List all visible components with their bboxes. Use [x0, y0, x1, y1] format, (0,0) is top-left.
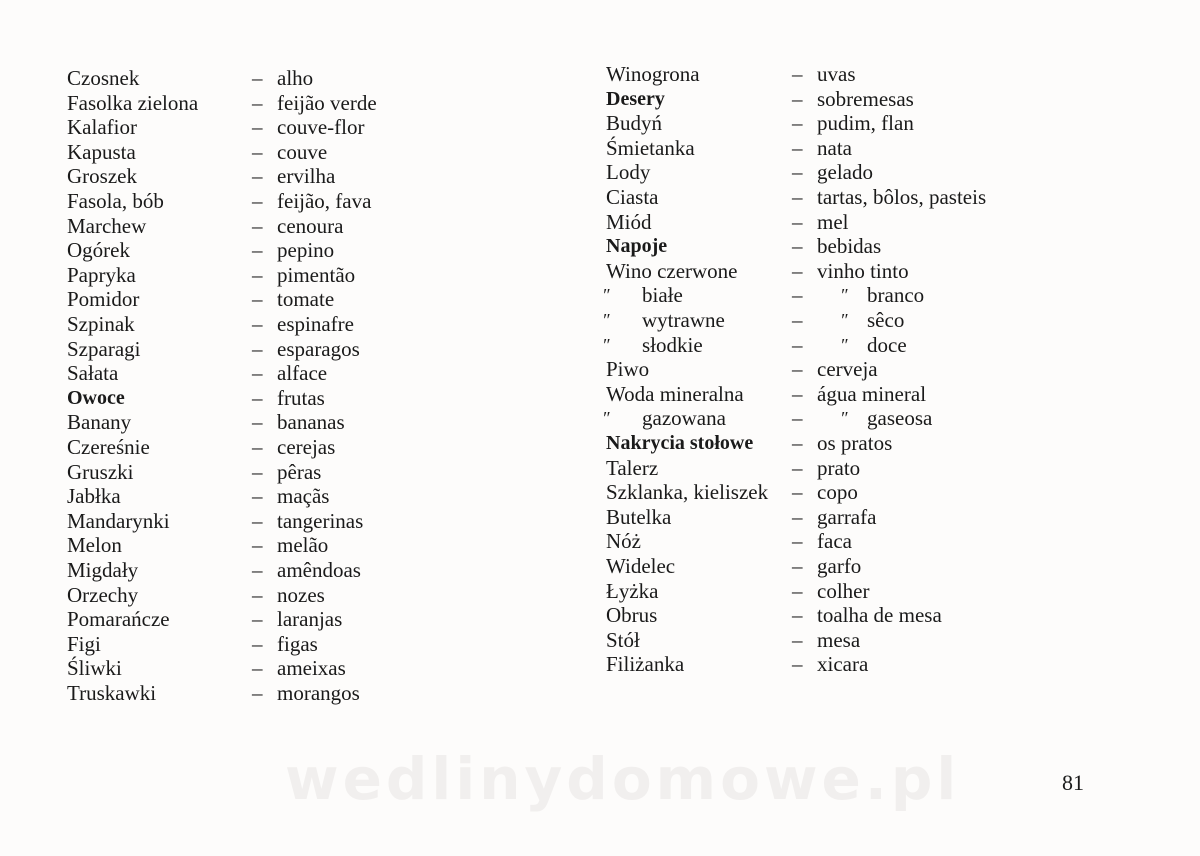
portuguese-translation: tartas, bôlos, pasteis	[817, 185, 987, 209]
ditto-mark: ″	[602, 285, 610, 306]
polish-term: Jabłka	[67, 484, 121, 509]
dash-separator: –	[792, 160, 803, 185]
portuguese-translation: maçãs	[277, 484, 330, 509]
polish-term: Fasola, bób	[67, 189, 164, 213]
portuguese-translation: gelado	[817, 160, 873, 185]
dash-separator: –	[792, 283, 803, 308]
polish-term: Migdały	[67, 558, 139, 582]
dash-separator: –	[252, 508, 263, 533]
polish-term: Widelec	[606, 554, 676, 578]
polish-term: Stół	[606, 627, 640, 652]
ditto-mark: ″	[840, 310, 848, 330]
portuguese-translation: nata	[817, 135, 852, 160]
polish-term: Obrus	[606, 603, 658, 628]
dash-separator: –	[252, 262, 263, 287]
dash-separator: –	[252, 213, 263, 238]
dash-separator: –	[252, 435, 263, 459]
polish-term: Kalafior	[67, 115, 137, 140]
polish-term: Łyżka	[606, 578, 659, 603]
ditto-mark: ″	[602, 408, 610, 429]
ditto-mark: ″	[840, 334, 848, 355]
portuguese-translation: nozes	[277, 582, 325, 607]
portuguese-translation: tomate	[277, 287, 335, 312]
portuguese-translation: sobremesas	[817, 86, 914, 111]
dash-separator: –	[252, 656, 263, 681]
polish-term: Pomidor	[67, 287, 140, 312]
polish-term: Sałata	[67, 361, 119, 386]
dash-separator: –	[252, 582, 263, 607]
polish-term: słodkie	[642, 332, 703, 357]
polish-term: Śliwki	[67, 656, 122, 681]
dash-separator: –	[792, 209, 803, 234]
polish-term: Czereśnie	[67, 435, 150, 459]
polish-term: Miód	[606, 209, 652, 234]
dash-separator: –	[252, 312, 263, 336]
portuguese-translation: faca	[817, 529, 852, 554]
dash-separator: –	[792, 431, 803, 455]
dash-separator: –	[792, 135, 803, 160]
dash-separator: –	[792, 111, 803, 136]
dash-separator: –	[792, 529, 803, 554]
portuguese-translation: copo	[817, 480, 858, 505]
polish-term: Groszek	[67, 164, 137, 189]
portuguese-translation: garrafa	[817, 504, 877, 529]
portuguese-translation: ameixas	[277, 656, 346, 681]
polish-term: Nakrycia stołowe	[606, 432, 754, 454]
polish-term: Budyń	[606, 111, 663, 136]
portuguese-translation: mel	[817, 209, 849, 234]
dash-separator: –	[792, 357, 803, 382]
portuguese-translation: frutas	[277, 385, 325, 410]
dash-separator: –	[252, 607, 263, 632]
portuguese-translation: vinho tinto	[817, 258, 909, 283]
polish-term: Wino czerwone	[606, 258, 738, 283]
dash-separator: –	[252, 385, 263, 410]
portuguese-translation: amêndoas	[277, 558, 361, 582]
dash-separator: –	[252, 484, 263, 509]
dash-separator: –	[252, 189, 263, 213]
portuguese-translation: feijão, fava	[277, 189, 372, 213]
polish-term: Winogrona	[606, 62, 700, 86]
dash-separator: –	[252, 336, 263, 361]
dash-separator: –	[792, 332, 803, 357]
portuguese-translation: tangerinas	[277, 508, 364, 533]
polish-term: Szpinak	[67, 312, 135, 336]
ditto-mark: ″	[840, 285, 848, 306]
polish-term: Napoje	[606, 235, 668, 258]
dash-separator: –	[792, 603, 803, 628]
dash-separator: –	[792, 455, 803, 480]
portuguese-translation: garfo	[817, 554, 862, 578]
portuguese-translation: alface	[277, 361, 328, 386]
polish-term: Mandarynki	[67, 508, 170, 533]
polish-term: Czosnek	[67, 66, 140, 90]
polish-term: Talerz	[606, 455, 659, 480]
dash-separator: –	[252, 558, 263, 582]
dash-separator: –	[792, 480, 803, 505]
portuguese-translation: pepino	[277, 238, 335, 263]
dash-separator: –	[792, 504, 803, 529]
portuguese-translation: pêras	[277, 459, 322, 484]
dash-separator: –	[792, 381, 803, 406]
polish-term: Desery	[606, 87, 665, 110]
polish-term: Banany	[67, 410, 132, 435]
polish-term: Nóż	[606, 529, 641, 554]
ditto-mark: ″	[840, 408, 848, 429]
polish-term: Woda mineralna	[606, 381, 744, 406]
portuguese-translation: couve-flor	[277, 115, 365, 140]
portuguese-translation: pudim, flan	[817, 111, 914, 136]
portuguese-translation: os pratos	[817, 431, 893, 455]
dash-separator: –	[792, 258, 803, 283]
portuguese-translation: alho	[277, 66, 314, 90]
dash-separator: –	[252, 90, 263, 115]
ditto-mark: ″	[602, 334, 610, 355]
dash-separator: –	[792, 234, 803, 259]
portuguese-translation: branco	[867, 283, 925, 308]
portuguese-translation: laranjas	[277, 607, 343, 632]
dash-separator: –	[792, 86, 803, 111]
portuguese-translation: cerveja	[817, 357, 878, 382]
portuguese-translation: bananas	[277, 410, 345, 435]
polish-term: Melon	[67, 533, 122, 558]
portuguese-translation: cerejas	[277, 435, 336, 459]
polish-term: Orzechy	[67, 582, 139, 607]
dash-separator: –	[252, 361, 263, 386]
dash-separator: –	[252, 681, 263, 705]
polish-term: Truskawki	[67, 681, 157, 705]
polish-term: białe	[642, 283, 683, 308]
dash-separator: –	[252, 66, 263, 90]
dash-separator: –	[252, 115, 263, 140]
dash-separator: –	[792, 62, 803, 86]
portuguese-translation: colher	[817, 578, 870, 603]
portuguese-translation: gaseosa	[867, 406, 933, 431]
dash-separator: –	[252, 287, 263, 312]
polish-term: wytrawne	[642, 308, 725, 332]
portuguese-translation: mesa	[817, 627, 861, 652]
portuguese-translation: couve	[277, 139, 328, 164]
portuguese-translation: cenoura	[277, 213, 344, 238]
polish-term: Lody	[606, 160, 651, 185]
polish-term: Szparagi	[67, 336, 141, 361]
portuguese-translation: morangos	[277, 681, 360, 705]
dash-separator: –	[792, 578, 803, 603]
portuguese-translation: feijão verde	[277, 90, 377, 115]
portuguese-translation: bebidas	[817, 234, 882, 259]
dash-separator: –	[792, 627, 803, 652]
polish-term: Gruszki	[67, 459, 134, 484]
dash-separator: –	[252, 238, 263, 263]
polish-term: Marchew	[67, 213, 147, 238]
portuguese-translation: toalha de mesa	[817, 603, 942, 628]
dash-separator: –	[252, 533, 263, 558]
polish-term: Pomarańcze	[67, 607, 170, 632]
portuguese-translation: figas	[277, 631, 318, 656]
portuguese-translation: prato	[817, 455, 861, 480]
portuguese-translation: uvas	[817, 62, 856, 86]
polish-term: Fasolka zielona	[67, 90, 199, 115]
page-number: 81	[1062, 770, 1084, 795]
portuguese-translation: sêco	[867, 308, 905, 332]
polish-term: Owoce	[67, 386, 125, 409]
polish-term: Ciasta	[606, 185, 659, 209]
portuguese-translation: melão	[277, 533, 329, 558]
polish-term: Szklanka, kieliszek	[606, 480, 769, 505]
portuguese-translation: água mineral	[817, 381, 927, 406]
portuguese-translation: xicara	[817, 652, 869, 677]
ditto-mark: ″	[602, 310, 610, 330]
polish-term: Piwo	[606, 357, 650, 382]
polish-term: Papryka	[67, 262, 136, 287]
polish-term: Ogórek	[67, 238, 130, 263]
dash-separator: –	[252, 631, 263, 656]
watermark: wedlinydomowe.pl	[285, 745, 961, 813]
dash-separator: –	[252, 139, 263, 164]
dash-separator: –	[252, 410, 263, 435]
polish-term: Figi	[67, 631, 101, 656]
portuguese-translation: esparagos	[277, 336, 360, 361]
polish-term: Śmietanka	[606, 135, 695, 160]
portuguese-translation: ervilha	[277, 164, 336, 189]
polish-term: gazowana	[642, 406, 726, 431]
dash-separator: –	[252, 164, 263, 189]
dash-separator: –	[792, 652, 803, 677]
portuguese-translation: pimentão	[277, 262, 356, 287]
polish-term: Butelka	[606, 504, 672, 529]
dash-separator: –	[792, 406, 803, 431]
polish-term: Kapusta	[67, 139, 136, 164]
dash-separator: –	[792, 185, 803, 209]
dash-separator: –	[252, 459, 263, 484]
dash-separator: –	[792, 308, 803, 332]
portuguese-translation: doce	[867, 332, 907, 357]
portuguese-translation: espinafre	[277, 312, 354, 336]
dash-separator: –	[792, 554, 803, 578]
polish-term: Filiżanka	[606, 652, 685, 677]
